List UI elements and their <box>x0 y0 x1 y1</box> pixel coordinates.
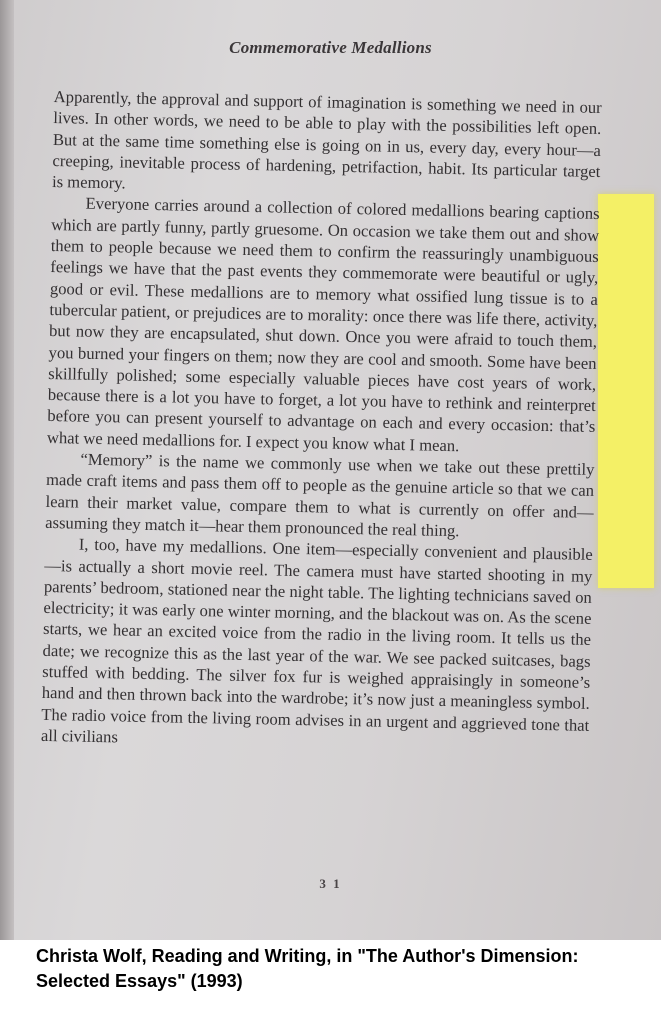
page-body-text <box>41 86 602 757</box>
citation-line-1: Christa Wolf, Reading and Writing, in "The Author's Dimension: <box>36 946 579 966</box>
yellow-sticky-note <box>598 194 654 588</box>
running-head: Commemorative Medallions <box>229 38 432 57</box>
paragraph-2: Everyone carries around a collection of colored medallions bearing captions which are partly funny, partly gruesome. On occasion we take them out and show them to people because we need them to confirm the reassuringly unambiguous feelings we have that the past events they commemorate were beautiful or ugly, good or evil. These medallions are to memory what ossified lung tissue is to a tubercular patient, or prejudices are to morality: once there was life there, activity, but now they are encapsulated, shut down. Once you were afraid to touch them, you burned your fingers on them; now they are cool and smooth. Some have been skillfully polished; some especially valuable pieces have cost years of work, because there is a lot you have to forget, a lot you have to rethink and reinterpret before you can present yourself to advantage on each and every occasion: that’s what we need medallions for. I expect you know what I mean. <box>46 194 600 455</box>
page-number: 3 1 <box>319 876 342 891</box>
book-spine-shadow <box>0 0 14 940</box>
paragraph-3: “Memory” is the name we commonly use when we take out these prettily made craft items and pass them off to people as the genuine article so that we can learn their market value, compare them to what is currently on offer and—assuming they match it—hear them pronounced the real thing. <box>45 449 595 541</box>
paragraph-4: I, too, have my medallions. One item—especially convenient and plausible—is actually a short movie reel. The camera must have started shooting in my parents’ bedroom, stationed near the night table. The lighting technicians saved on electricity; it was early one winter morning, and the blackout was on. As the scene starts, we hear an excited voice from the radio in the living room. It tells us the date; we recognize this as the last year of the war. We see packed suitcases, bags stuffed with bedding. The silver fox fur is weighed appraisingly in someone’s hand and then thrown back into the wardrobe; it’s now just a meaningless symbol. The radio voice from the living room advises in an urgent and aggrieved tone that all civilians <box>40 534 593 747</box>
citation-line-2: Selected Essays" (1993) <box>36 971 243 991</box>
paragraph-1: Apparently, the approval and support of imagination is something we need in our lives. In other words, we need to be able to play with the possibilities left open. But at the same time something else is going on in us, every day, every hour—a creeping, inevitable process of hardening, petrifaction, habit. Its particular target is memory. <box>51 86 602 193</box>
citation-caption <box>36 944 656 994</box>
